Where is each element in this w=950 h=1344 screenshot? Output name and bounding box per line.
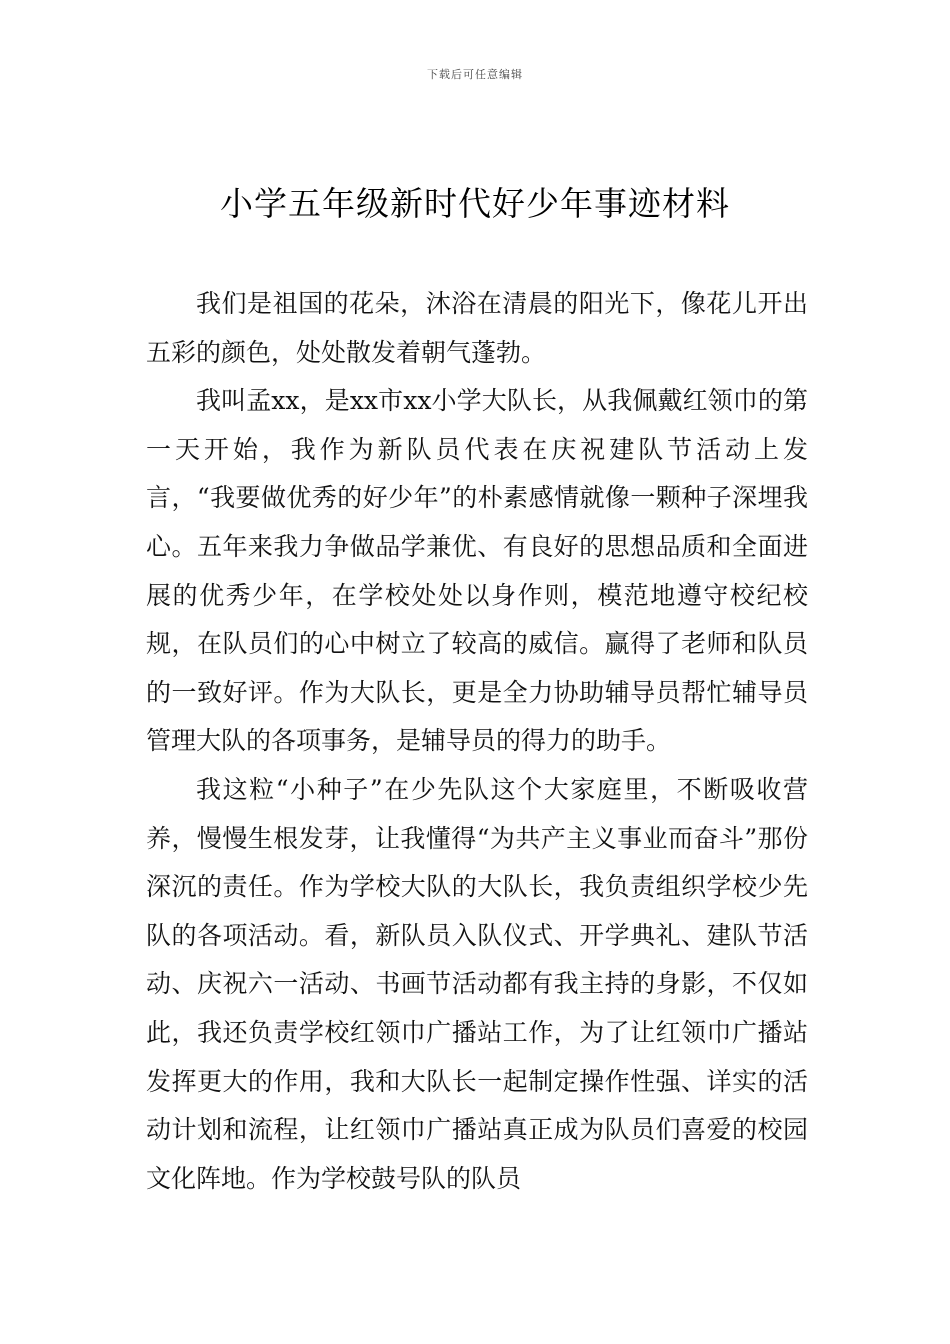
document-body xyxy=(146,280,808,1203)
document-title: 小学五年级新时代好少年事迹材料 xyxy=(220,184,730,223)
header-note: 下载后可任意编辑 xyxy=(427,68,523,81)
paragraph: 我们是祖国的花朵，沐浴在清晨的阳光下，像花儿开出五彩的颜色，处处散发着朝气蓬勃。 xyxy=(146,289,808,367)
paragraph: 我叫孟xx，是xx市xx小学大队长，从我佩戴红领巾的第一天开始，我作为新队员代表在庆祝建队节活动上发言，“我要做优秀的好少年”的朴素感情就像一颗种子深埋我心。五年来我力争做品学兼优、有良好的思想品质和全面进展的优秀少年，在学校处处以身作则，模范地遵守校纪校规，在队员们的心中树立了较高的威信。赢得了老师和队员的一致好评。作为大队长，更是全力协助辅导员帮忙辅导员管理大队的各项事务，是辅导员的得力的助手。 xyxy=(146,386,808,756)
paragraph: 我这粒“小种子”在少先队这个大家庭里，不断吸收营养，慢慢生根发芽，让我懂得“为共产主义事业而奋斗”那份深沉的责任。作为学校大队的大队长，我负责组织学校少先队的各项活动。看，新队员入队仪式、开学典礼、建队节活动、庆祝六一活动、书画节活动都有我主持的身影，不仅如此，我还负责学校红领巾广播站工作，为了让红领巾广播站发挥更大的作用，我和大队长一起制定操作性强、详实的活动计划和流程，让红领巾广播站真正成为队员们喜爱的校园文化阵地。作为学校鼓号队的队员 xyxy=(146,774,808,1193)
